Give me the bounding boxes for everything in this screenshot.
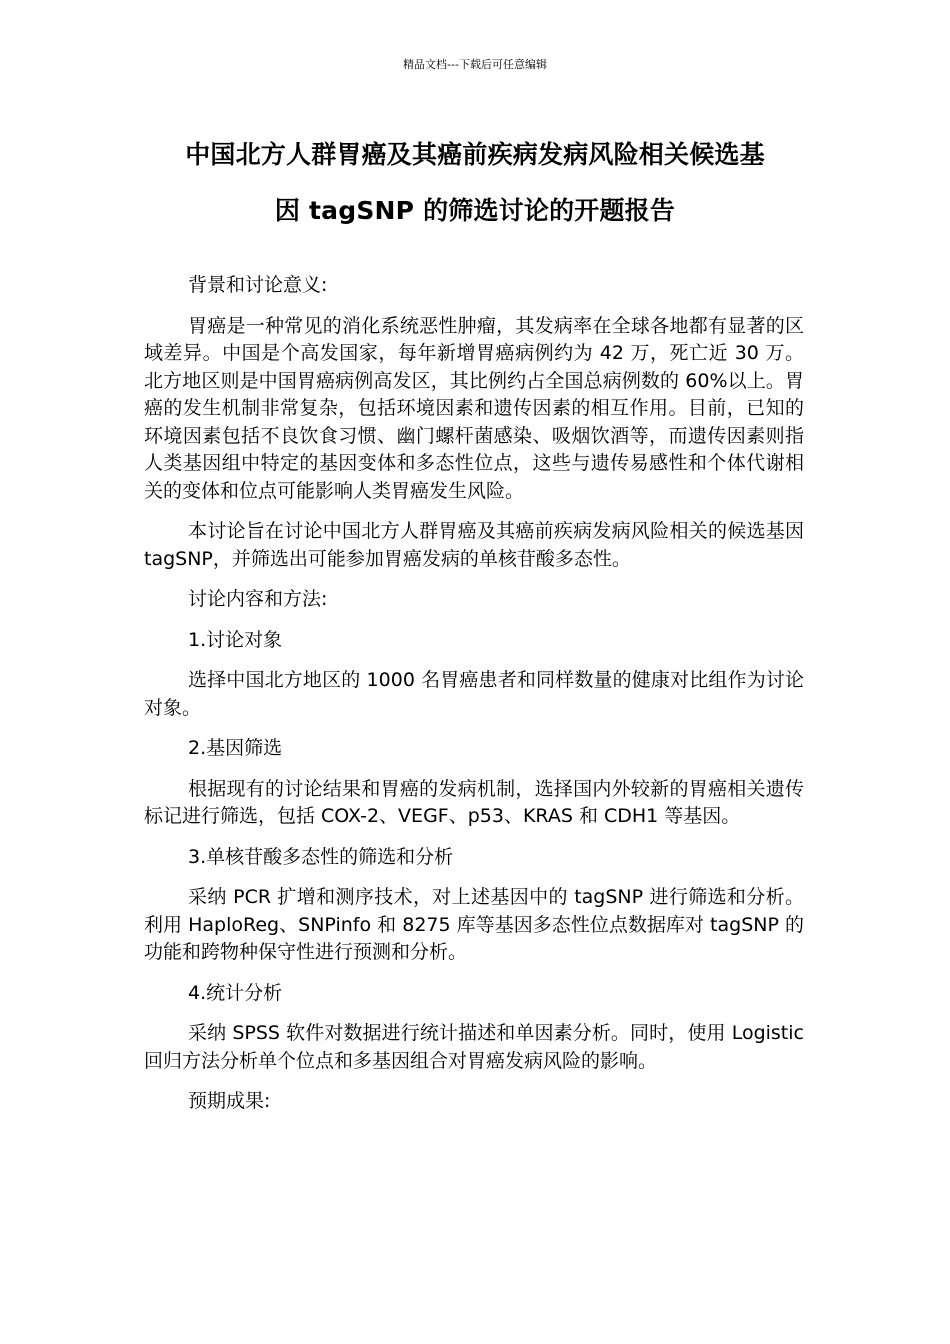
section-heading-background: 背景和讨论意义: bbox=[188, 274, 328, 296]
subheading-gene-screening: 2.基因筛选 bbox=[188, 737, 283, 759]
subheading-snp-analysis: 3.单核苷酸多态性的筛选和分析 bbox=[188, 845, 454, 868]
page-header: 精品文档---下载后可任意编辑 bbox=[403, 58, 547, 71]
paragraph-background-2: 本讨论旨在讨论中国北方人群胃癌及其癌前疾病发病风险相关的候选基因 tagSNP，并筛选出可能参加胃癌发病的单核苷酸多态性。 bbox=[144, 520, 804, 570]
subheading-statistics: 4.统计分析 bbox=[188, 981, 283, 1004]
paragraph-subjects: 选择中国北方地区的 1000 名胃癌患者和同样数量的健康对比组作为讨论对象。 bbox=[144, 669, 804, 719]
paragraph-snp-analysis: 采纳 PCR 扩增和测序技术，对上述基因中的 tagSNP 进行筛选和分析。利用 HaploReg、SNPinfo 和 8275 库等基因多态性位点数据库对 tagSNP 的功能和跨物种保守性进行预测和分析。 bbox=[144, 886, 804, 963]
paragraph-gene-screening: 根据现有的讨论结果和胃癌的发病机制，选择国内外较新的胃癌相关遗传标记进行筛选，包括 COX-2、VEGF、p53、KRAS 和 CDH1 等基因。 bbox=[144, 777, 804, 827]
section-heading-expected-results: 预期成果: bbox=[188, 1090, 271, 1112]
document-body bbox=[144, 272, 804, 1129]
section-heading-methods: 讨论内容和方法: bbox=[188, 588, 328, 610]
paragraph-statistics: 采纳 SPSS 软件对数据进行统计描述和单因素分析。同时，使用 Logistic 回归方法分析单个位点和多基因组合对胃癌发病风险的影响。 bbox=[144, 1022, 804, 1072]
paragraph-background-1: 胃癌是一种常见的消化系统恶性肿瘤，其发病率在全球各地都有显著的区域差异。中国是个高发国家，每年新增胃癌病例约为 42 万，死亡近 30 万。北方地区则是中国胃癌病例高发区，其比例约占全国总病例数的 60%以上。胃癌的发生机制非常复杂，包括环境因素和遗传因素的相互作用。目前，已知的环境因素包括不良饮食习惯、幽门螺杆菌感染、吸烟饮酒等，而遗传因素则指人类基因组中特定的基因变体和多态性位点，这些与遗传易感性和个体代谢相关的变体和位点可能影响人类胃癌发生风险。 bbox=[144, 314, 804, 502]
document-title-line-1: 中国北方人群胃癌及其癌前疾病发病风险相关候选基 bbox=[185, 140, 765, 169]
document-title-line-2: 因 tagSNP 的筛选讨论的开题报告 bbox=[274, 196, 676, 225]
subheading-subjects: 1.讨论对象 bbox=[188, 628, 283, 651]
